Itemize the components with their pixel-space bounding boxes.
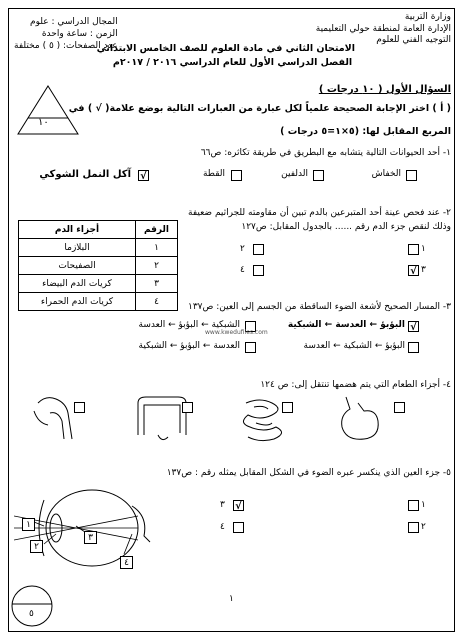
table-row [19, 257, 178, 275]
time-label: الزمن : ساعة واحدة [41, 29, 118, 40]
corner-number: ٥ [29, 609, 34, 619]
question-heading: السؤال الأول ( ١٠ درجات ) [318, 84, 451, 95]
table-cell: ١ [136, 239, 178, 257]
q1-text: ١- أحد الحيوانات التالية يتشابه مع البطريق في طريقة تكاثره: ص٦٦ [200, 148, 451, 158]
q3-option-3: البؤبؤ ← الشبكية ← العدسة [303, 341, 405, 351]
q4-option-box-3[interactable] [282, 402, 293, 413]
table-row [19, 275, 178, 293]
throat-icon [34, 398, 72, 439]
q1-option-box-3[interactable] [231, 170, 242, 181]
q1-option-2: الدلفين [281, 169, 308, 179]
q5-text: ٥- جزء العين الذي ينكسر عبره الضوء في الشكل المقابل يمثله رقم : ص١٣٧ [166, 468, 451, 478]
eye-label-4: ٤ [120, 556, 133, 569]
q2-option-1: ١ [421, 244, 426, 254]
eye-label-3: ٣ [84, 531, 97, 544]
q4-option-box-1[interactable] [74, 402, 85, 413]
ministry-name: وزارة التربية [404, 12, 451, 22]
q4-option-box-4[interactable] [394, 402, 405, 413]
table-header-row [19, 221, 178, 239]
q2-text: ٢- عند فحص عينة أحد المتبرعين بالدم تبين أن مقاومته للجراثيم ضعيفة [188, 208, 451, 218]
q1-option-box-1[interactable] [406, 170, 417, 181]
pages-label: عدد الصفحات: ( ٥ ) مختلفة [14, 41, 118, 52]
q1-option-box-4[interactable]: √ [138, 170, 149, 181]
score-value: ١٠ [38, 117, 49, 128]
q5-option-3: ٣ [220, 500, 225, 510]
supervision-name: التوجيه الفني للعلوم [376, 35, 451, 46]
watermark-text: www.kwedufiles.com [205, 329, 268, 336]
exam-term: الفصل الدراسي الأول للعام الدراسي ٢٠١٦ / ٢٠١٧م [112, 57, 353, 68]
instruction-text-2: المربع المقابل لها: (٥×١=٥ درجات ) [280, 126, 451, 137]
q3-option-box-1[interactable]: √ [408, 321, 419, 332]
stomach-icon [342, 397, 379, 439]
q3-text: ٣- المسار الصحيح لأشعة الضوء الساقطة من الجسم إلى العين: ص١٣٧ [187, 302, 451, 312]
table-cell: كريات الدم الحمراء [19, 293, 136, 311]
q2-option-2: ٢ [240, 244, 245, 254]
q3-option-2: الشبكية ← البؤبؤ ← العدسة [138, 320, 240, 330]
eye-label-2: ٢ [30, 540, 43, 553]
q3-option-4: العدسة ← البؤبؤ ← الشبكية [138, 341, 240, 351]
q2-option-3: ٣ [421, 265, 426, 275]
q5-option-1: ١ [421, 500, 426, 510]
header-right [316, 12, 451, 47]
q1-option-1: الخفاش [371, 169, 401, 179]
large-intestine-icon [138, 397, 186, 440]
q4-option-box-2[interactable] [182, 402, 193, 413]
table-cell: ٢ [136, 257, 178, 275]
q1-option-box-2[interactable] [313, 170, 324, 181]
eye-label-1: ١ [22, 518, 35, 531]
q5-option-4: ٤ [220, 522, 225, 532]
q2-option-box-4[interactable] [253, 265, 264, 276]
q2-option-box-2[interactable] [253, 244, 264, 255]
q5-option-box-2[interactable] [408, 522, 419, 533]
table-row [19, 293, 178, 311]
page-number: ١ [229, 594, 234, 604]
q3-option-box-4[interactable] [245, 342, 256, 353]
q5-option-box-1[interactable] [408, 500, 419, 511]
corner-circle-icon [10, 584, 54, 628]
field-label: المجال الدراسي : علوم [30, 17, 118, 27]
q3-option-1: البؤبؤ ← العدسة ← الشبكية [287, 320, 405, 330]
q5-option-2: ٢ [421, 522, 426, 532]
q2-option-box-3[interactable]: √ [408, 265, 419, 276]
blood-parts-table [18, 220, 178, 311]
q2-option-box-1[interactable] [408, 244, 419, 255]
q4-organs-images [28, 393, 448, 445]
q5-option-box-4[interactable] [233, 522, 244, 533]
q4-text: ٤- أجزاء الطعام التي يتم هضمها تنتقل إلى: ص ١٢٤ [260, 380, 451, 390]
exam-title: الامتحان الثاني في مادة العلوم للصف الخامس الابتدائي [96, 43, 355, 54]
table-header-number: الرقم [136, 221, 178, 239]
table-cell: ٤ [136, 293, 178, 311]
table-cell: كريات الدم البيضاء [19, 275, 136, 293]
table-header-part: أجزاء الدم [19, 221, 136, 239]
q1-option-4: آكل النمل الشوكي [39, 169, 131, 180]
q5-option-box-3[interactable]: √ [233, 500, 244, 511]
directorate-name: الإدارة العامة لمنطقة حولي التعليمية [315, 23, 451, 34]
table-cell: الصفيحات [19, 257, 136, 275]
table-row [19, 239, 178, 257]
q2-text-2: وذلك لنقص جزء الدم رقم ...... بالجدول المقابل: ص١٢٧ [241, 222, 451, 232]
small-intestine-icon [243, 400, 281, 441]
table-cell: البلازما [19, 239, 136, 257]
table-cell: ٣ [136, 275, 178, 293]
q2-option-4: ٤ [240, 265, 245, 275]
q3-option-box-3[interactable] [408, 342, 419, 353]
instruction-text: ( أ ) اختر الإجابة الصحيحة علمياً لكل عبارة من العبارات التالية بوضع علامة( √ ) في [68, 103, 451, 114]
q1-option-3: القطة [202, 169, 225, 179]
